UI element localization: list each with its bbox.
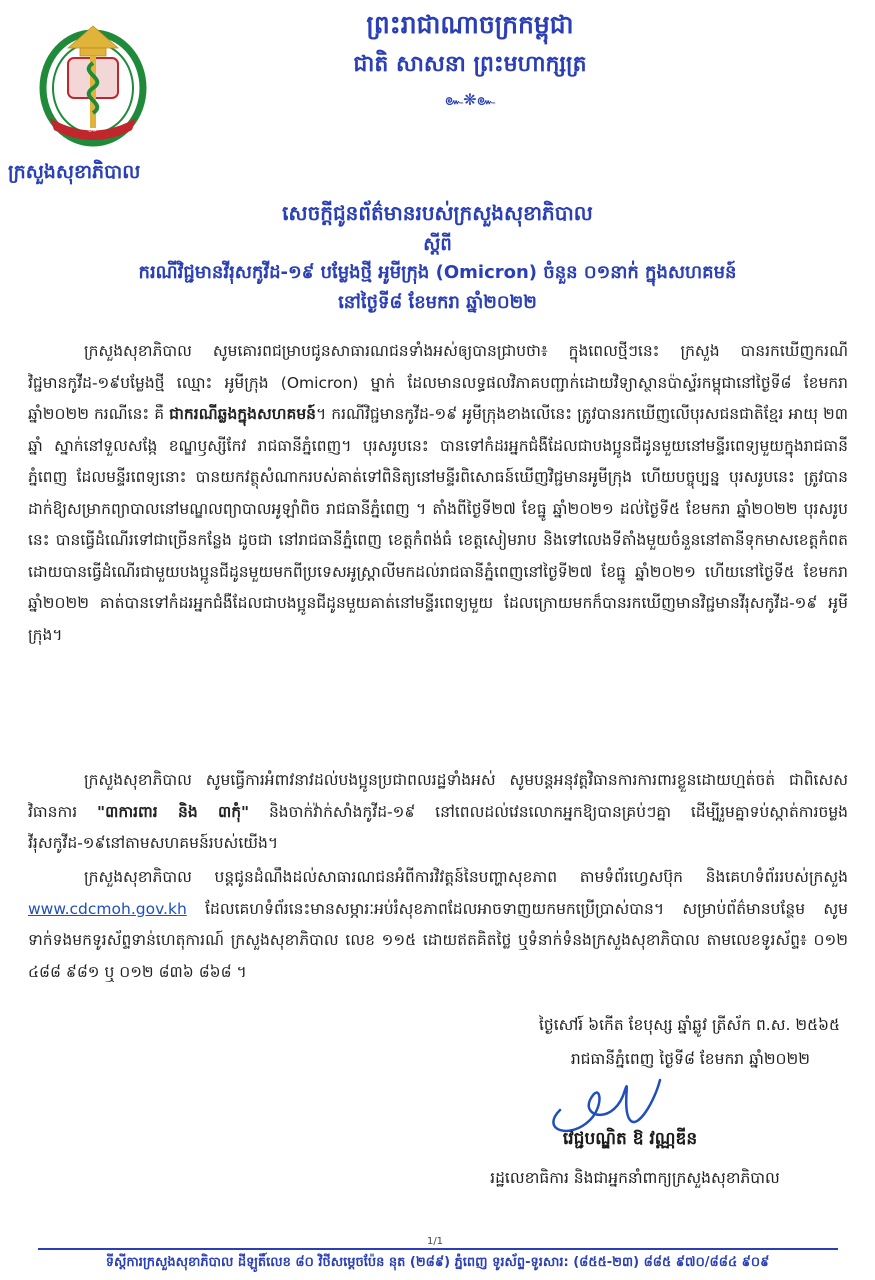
- title-regarding: ស្តីពី: [423, 234, 452, 255]
- website-link[interactable]: www.cdcmoh.gov.kh: [28, 899, 187, 918]
- paragraph-appeal: [28, 765, 848, 860]
- paragraph-text: ក្រសួងសុខាភិបាល សូមគោរពជម្រាបជូនសាធារណជនទាំងអស់ឲ្យបានជ្រាបថា៖ ក្នុងពេលថ្មីៗនេះ ក្រសួង បានរកឃើញករណីវិជ្ជមានកូវីដ-១៩បម្លែងថ្មី ឈ្មោះ អូមីក្រុង (Omicron) ម្នាក់ ដែលមានលទ្ធផលវិភាគបញ្ជាក់ដោយវិទ្យាស្ថានប៉ាស្ទ័រកម្ពុជានៅថ្ងៃទី៨ ខែមករា ឆ្នាំ២០២២ ករណីនេះ គឺ: [28, 342, 848, 423]
- page-number: 1/1: [426, 1236, 444, 1247]
- paragraph-text: ក្រសួងសុខាភិបាល បន្តជូនដំណឹងដល់សាធារណជនអំពីការវិវត្តន៍នៃបញ្ហាសុខភាព តាមទំព័រហ្វេសប៊ុក និងគេហទំព័ររបស់ក្រសួង: [84, 868, 848, 886]
- ministry-emblem-logo: [28, 18, 158, 148]
- national-motto: ជាតិ សាសនា ព្រះមហាក្សត្រ: [353, 52, 587, 77]
- paragraph-case-report: [28, 336, 848, 776]
- emphasis-community-case: ជាករណីឆ្លងក្នុងសហគមន៍: [169, 405, 316, 423]
- lunar-date: ថ្ងៃសៅរ៍ ៦កើត ខែបុស្ស ឆ្នាំឆ្លូវ ត្រីស័ក ព.ស. ២៥៦៥: [538, 1016, 840, 1034]
- paragraph-text: ដែលគេហទំព័រនេះមានសម្ភារៈអប់រំសុខភាពដែលអាចទាញយកមកប្រើប្រាស់បាន។ សម្រាប់ព័ត៌មានបន្ថែម សូមទាក់ទងមកទូរស័ព្ទទាន់ហេតុការណ៍ ក្រសួងសុខាភិបាល លេខ ១១៥ ដោយឥតគិតថ្លៃ ឬទំនាក់ទំនងក្រសួងសុខាភិបាល តាមលេខទូរស័ព្ទ៖ ០១២ ៤៨៨ ៩៨១ ឬ ០១២ ៨៣៦ ៨៦៨ ។: [28, 899, 848, 981]
- signer-name: វេជ្ជបណ្ឌិត ឱ វណ្ណឌីន: [562, 1129, 698, 1149]
- title-subject: ករណីវិជ្ជមានវីរុសកូវីដ-១៩ បម្លែងថ្មី អូមីក្រុង (Omicron) ចំនួន ០១នាក់ ក្នុងសហគមន៍: [138, 262, 737, 283]
- footer-address: ទីស្តីការក្រសួងសុខាភិបាល ដីឡូតិ៍លេខ ៨០ វិថីសម្តេចប៉ែន នុត (២៨៩) ភ្នំពេញ ទូរស័ព្ទ-ទូរសារ: (៨៥៥-២៣) ៨៨៥ ៩៧០/៨៨៤ ៩០៩: [105, 1255, 770, 1270]
- emphasis-3-protect-3-dont: "៣ការពារ និង ៣កុំ": [97, 802, 250, 821]
- ornament-divider: ๛❋๛: [444, 90, 496, 109]
- footer-divider: [38, 1248, 838, 1250]
- paragraph-text: និងចាក់វ៉ាក់សាំងកូវីដ-១៩ នៅពេលដល់វេនលោកអ្នកឱ្យបានគ្រប់ៗគ្នា ដើម្បីរួមគ្នាទប់ស្កាត់ការចម្លងវីរុសកូវីដ-១៩នៅតាមសហគមន៍របស់យើង។: [28, 802, 848, 852]
- kingdom-heading: ព្រះរាជាណាចក្រកម្ពុជា: [366, 10, 574, 39]
- ministry-name: ក្រសួងសុខាភិបាល: [8, 161, 141, 183]
- paragraph-text: ។ ករណីវិជ្ជមានកូវីដ-១៩ អូមីក្រុងខាងលើនេះ ត្រូវបានរកឃើញលើបុរសជនជាតិខ្មែរ អាយុ ២៣ ឆ្នាំ ស្នាក់នៅទួលសង្កែ ខណ្ឌឫស្សីកែវ រាជធានីភ្នំពេញ។ បុរសរូបនេះ បានទៅកំដរអ្នកជំងឺដែលជាបងប្អូនជីដូនមួយនៅមន្ទីរពេទ្យមួយក្នុងរាជធានីភ្នំពេញ ដែលមន្ទីរពេទ្យនោះ បានយកវត្ថុសំណាករបស់គាត់ទៅពិនិត្យនៅមន្ទីរពិសោធន៍ឃើញវិជ្ជមានអូមីក្រុង ហើយបច្ចុប្បន្ន បុរសរូបនេះ ត្រូវបានដាក់ឱ្យសម្រាកព្យាបាលនៅមណ្ឌលព្យាបាលអូឡាំពិច រាជធានីភ្នំពេញ ។ តាំងពីថ្ងៃទី២៧ ខែធ្នូ ឆ្នាំ២០២១ ដល់ថ្ងៃទី៥ ខែមករា ឆ្នាំ២០២២ បុរសរូបនេះ បានធ្វើដំណើរទៅជាច្រើនកន្លែង ដូចជា នៅរាជធានីភ្នំពេញ ខេត្តកំពង់ធំ ខេត្តសៀមរាប និងទៅលេងទីតាំងមួយចំនួននៅតានីទុកមាសខេត្តកំពតដោយបានធ្វើដំណើរជាមួយបងប្អូនជីដូនមួយមកពីប្រទេសអូស្ត្រាលីមកដល់រាជធានីភ្នំពេញនៅថ្ងៃទី២៧ ខែធ្នូ ឆ្នាំ២០២១ ហើយនៅថ្ងៃទី៥ ខែមករា ឆ្នាំ២០២២ គាត់បានទៅកំដរអ្នកជំងឺដែលជាបងប្អូនជីដូនមួយគាត់នៅមន្ទីរពេទ្យមួយ ដែលក្រោយមកក៏បានរកឃើញមានវិជ្ជមានវីរុសកូវីដ-១៩ អូមីក្រុង។: [28, 405, 848, 644]
- press-release-title: សេចក្តីជូនព័ត៌មានរបស់ក្រសួងសុខាភិបាល: [282, 201, 593, 225]
- svg-text:៚: ៚: [88, 126, 98, 134]
- paragraph-contact-info: [28, 862, 848, 1002]
- place-and-date: រាជធានីភ្នំពេញ ថ្ងៃទី៨ ខែមករា ឆ្នាំ២០២២: [570, 1050, 810, 1068]
- paragraph-text: ក្រសួងសុខាភិបាល សូមធ្វើការអំពាវនាវដល់បងប្អូនប្រជាពលរដ្ឋទាំងអស់ សូមបន្តអនុវត្តវិធានការការពារខ្លួនដោយហ្មត់ចត់ ជាពិសេសវិធានការ: [28, 771, 848, 821]
- title-date: នៅថ្ងៃទី៨ ខែមករា ឆ្នាំ២០២២: [338, 292, 537, 313]
- signer-title: រដ្ឋលេខាធិការ និងជាអ្នកនាំពាក្យក្រសួងសុខាភិបាល: [490, 1169, 780, 1187]
